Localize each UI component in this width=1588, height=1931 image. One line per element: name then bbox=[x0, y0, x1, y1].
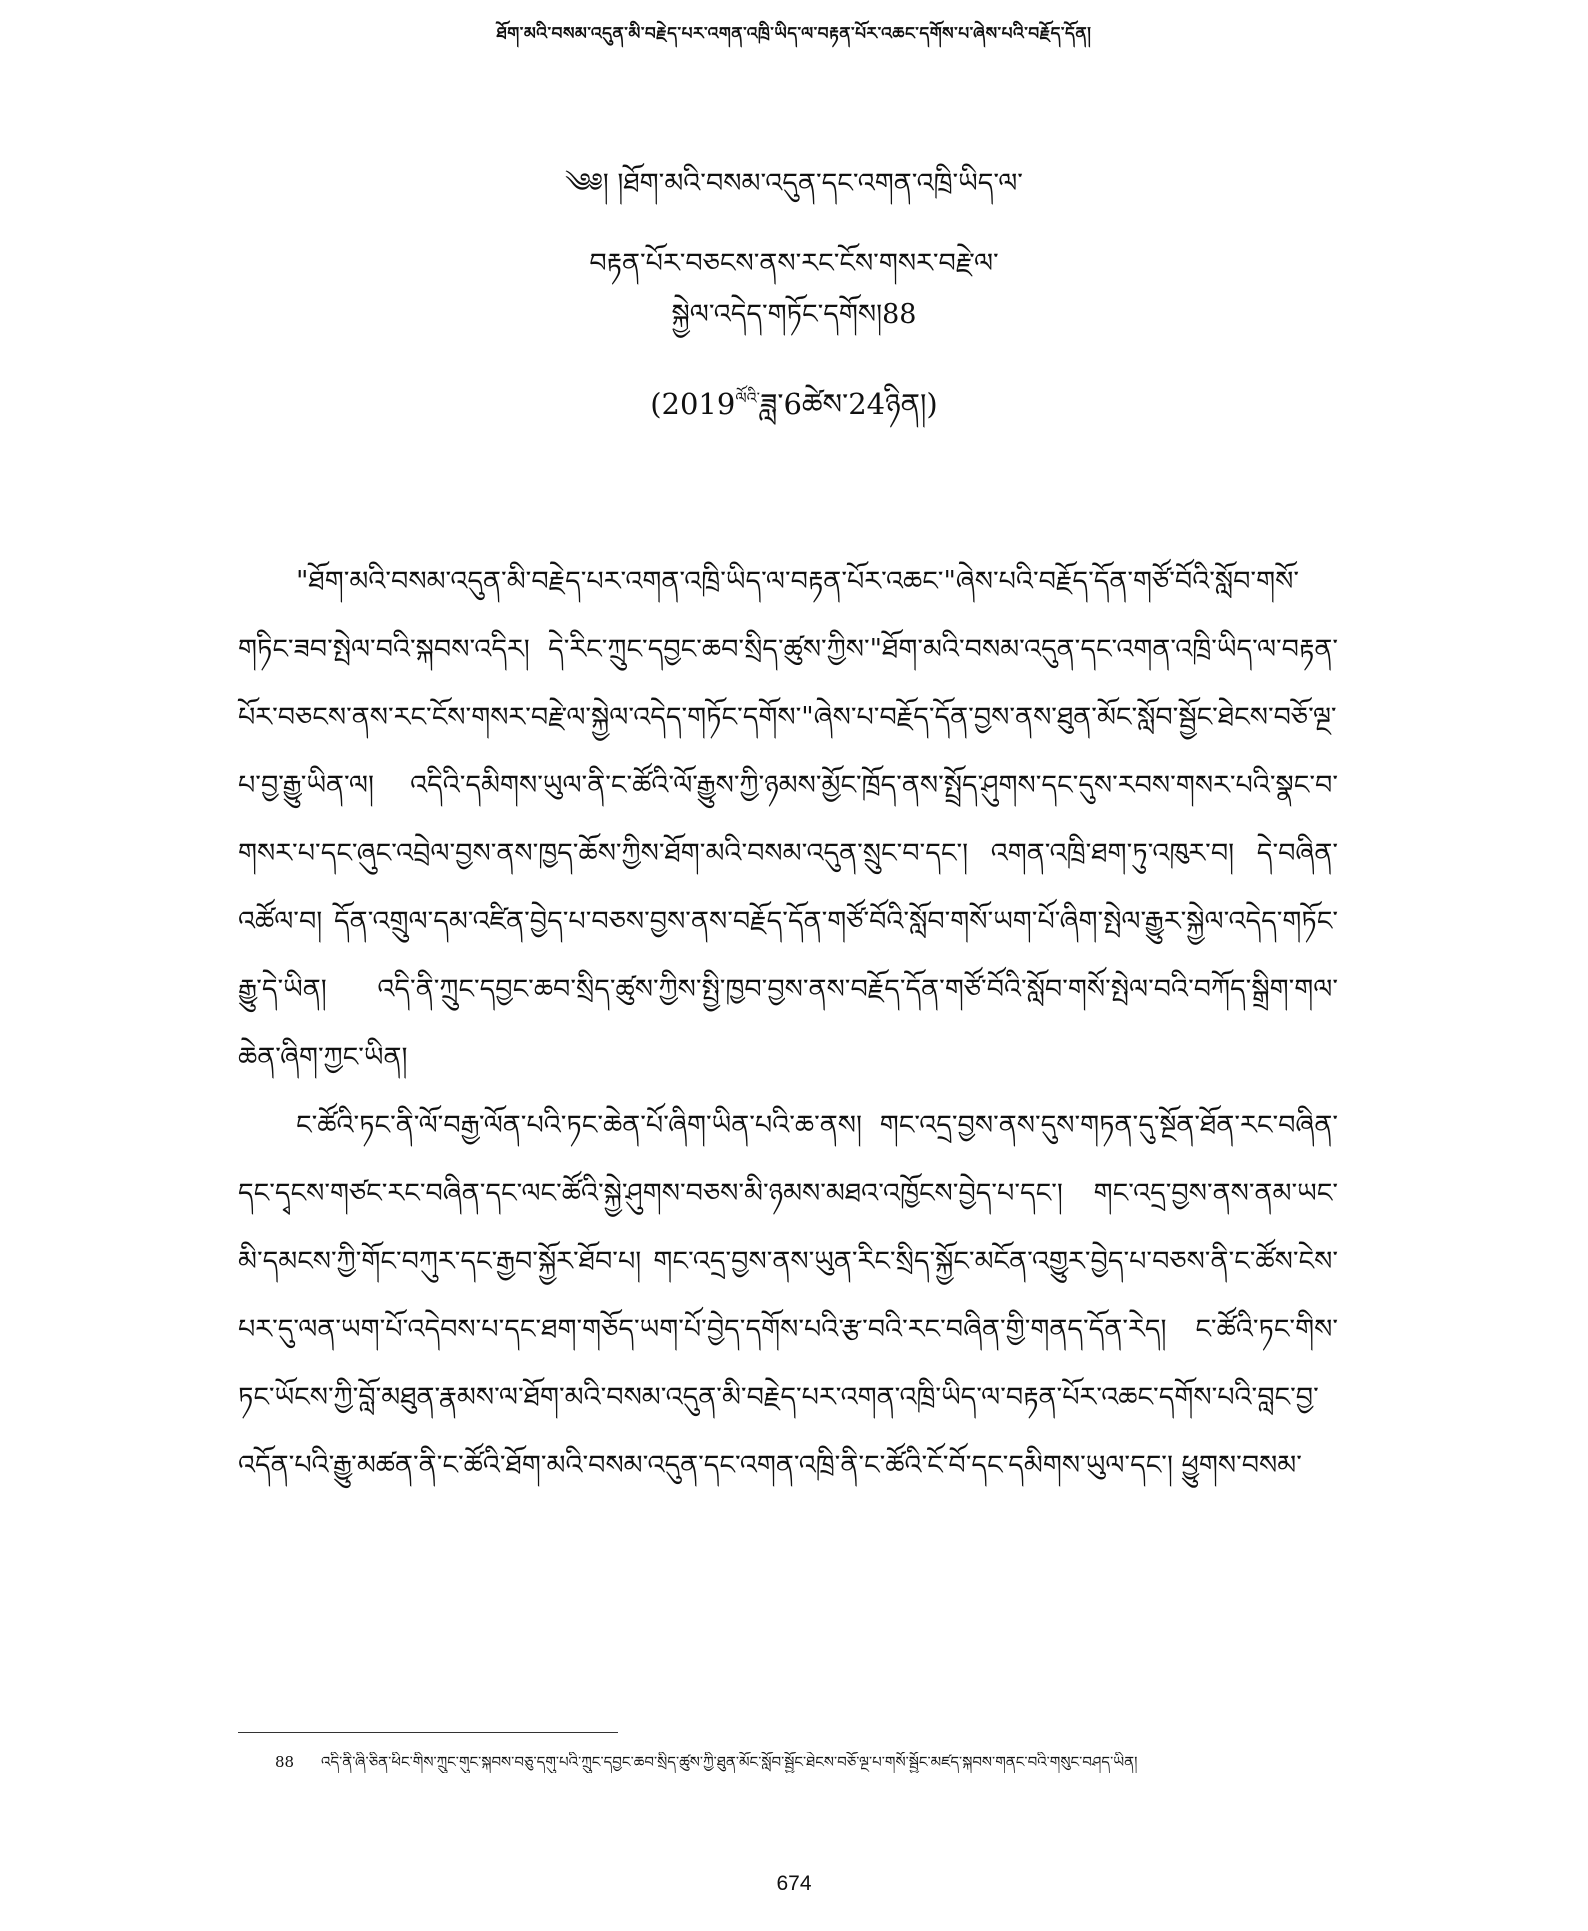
running-header: ཐོག་མའི་བསམ་འདུན་མི་བརྗེད་པར་འགན་འཁྲི་ཡིད་ལ་བརྟན་པོར་འཆང་དགོས་པ་ཞེས་པའི་བརྗོད་དོན། bbox=[496, 24, 1092, 44]
date-month-word: ཟླ་ bbox=[759, 387, 784, 422]
date-open: (2019 bbox=[650, 387, 736, 422]
title-line-1: ༄༅། །ཐོག་མའི་བསམ་འདུན་དང་འགན་འཁྲི་ཡིད་ལ་ bbox=[565, 168, 1023, 199]
footnote bbox=[275, 1752, 1335, 1773]
footnote-number: 88 bbox=[275, 1753, 295, 1771]
paragraph-2: ང་ཚོའི་ཏང་ནི་ལོ་བརྒྱ་ལོན་པའི་ཏང་ཆེན་པོ་ཞིག་ཡིན་པའི་ཆ་ནས། གང་འདྲ་བྱས་ནས་དུས་གཏན་དུ་སྔོན་ཐོན་རང་བཞིན་དང་དྭངས་གཙང་རང་བཞིན་དང་ལང་ཚོའི་སྐྱེ་ཤུགས་བཅས་མི་ཉམས་མཐའ་འཁྱོངས་བྱེད་པ་དང་། གང་འདྲ་བྱས་ནས་ནམ་ཡང་མི་དམངས་ཀྱི་གོང་བཀུར་དང་རྒྱབ་སྐྱོར་ཐོབ་པ། གང་འདྲ་བྱས་ནས་ཡུན་རིང་སྲིད་སྐྱོང་མངོན་འགྱུར་བྱེད་པ་བཅས་ནི་ང་ཚོས་ངེས་པར་དུ་ལན་ཡག་པོ་འདེབས་པ་དང་ཐག་གཅོད་ཡག་པོ་བྱེད་དགོས་པའི་རྩ་བའི་རང་བཞིན་གྱི་གནད་དོན་རེད། ང་ཚོའི་ཏང་གིས་ཏང་ཡོངས་ཀྱི་བློ་མཐུན་རྣམས་ལ་ཐོག་མའི་བསམ་འདུན་མི་བརྗེད་པར་འགན་འཁྲི་ཡིད་ལ་བརྟན་པོར་འཆང་དགོས་པའི་བླང་བྱ་འདོན་པའི་རྒྱུ་མཚན་ནི་ང་ཚོའི་ཐོག་མའི་བསམ་འདུན་དང་འགན་འཁྲི་ནི་ང་ཚོའི་ངོ་བོ་དང་དམིགས་ཡུལ་དང་། ཕྱུགས་བསམ་ bbox=[238, 1110, 1338, 1481]
footnote-ref: 88 bbox=[882, 298, 917, 330]
date-month: 6 bbox=[783, 387, 802, 422]
title-line-3 bbox=[0, 299, 1588, 331]
page-number: 674 bbox=[776, 1872, 812, 1895]
date-year-suffix: ལོའི་ bbox=[735, 388, 760, 408]
footnote-text: འདི་ནི་ཞི་ཅིན་ཕིང་གིས་ཀྲུང་གུང་སྐབས་བཅུ་དགུ་པའི་ཀྲུང་དབྱང་ཆབ་སྲིད་ཚུས་ཀྱི་ཐུན་མོང་སློབ་སྦྱོང་ཐེངས་བཅོ་ལྔ་པ་གསོ་སྦྱོང་མཛད་སྐབས་གནང་བའི་གསུང་བཤད་ཡིན། bbox=[321, 1753, 1138, 1771]
title-line-3-text: སྐྱེལ་འདེད་གཏོང་དགོས། bbox=[671, 298, 883, 330]
footnote-divider bbox=[238, 1732, 618, 1733]
paragraph-1: "ཐོག་མའི་བསམ་འདུན་མི་བརྗེད་པར་འགན་འཁྲི་ཡིད་ལ་བརྟན་པོར་འཆང་"ཞེས་པའི་བརྗོད་དོན་གཙོ་བོའི་སློབ་གསོ་གཏིང་ཟབ་སྤེལ་བའི་སྐབས་འདིར། དེ་རིང་ཀྲུང་དབྱང་ཆབ་སྲིད་ཚུས་ཀྱིས་"ཐོག་མའི་བསམ་འདུན་དང་འགན་འཁྲི་ཡིད་ལ་བརྟན་པོར་བཅངས་ནས་རང་ངོས་གསར་བརྗེ་ལ་སྐྱེལ་འདེད་གཏོང་དགོས་"ཞེས་པ་བརྗོད་དོན་བྱས་ནས་ཐུན་མོང་སློབ་སྦྱོང་ཐེངས་བཅོ་ལྔ་པ་བྱ་རྒྱུ་ཡིན་ལ། འདིའི་དམིགས་ཡུལ་ནི་ང་ཚོའི་ལོ་རྒྱུས་ཀྱི་ཉམས་མྱོང་ཁྲོད་ནས་སྤྲོད་ཤུགས་དང་དུས་རབས་གསར་པའི་སྣང་བ་གསར་པ་དང་ཞུང་འབྲེལ་བྱས་ནས་ཁྱད་ཆོས་ཀྱིས་ཐོག་མའི་བསམ་འདུན་སྲུང་བ་དང་། འགན་འཁྲི་ཐག་ཏུ་འཁུར་བ། དེ་བཞིན་འཚོལ་བ། དོན་འགྲུལ་དམ་འཛིན་བྱེད་པ་བཅས་བྱས་ནས་བརྗོད་དོན་གཙོ་བོའི་སློབ་གསོ་ཡག་པོ་ཞིག་སྤེལ་རྒྱུར་སྐྱེལ་འདེད་གཏོང་རྒྱུ་དེ་ཡིན། འདི་ནི་ཀྲུང་དབྱང་ཆབ་སྲིད་ཚུས་ཀྱིས་སྤྱི་ཁྱབ་བྱས་ནས་བརྗོད་དོན་གཙོ་བོའི་སློབ་གསོ་སྤེལ་བའི་བཀོད་སྒྲིག་གལ་ཆེན་ཞིག་ཀྱང་ཡིན། bbox=[238, 566, 1338, 1073]
title-line-2: བརྟན་པོར་བཅངས་ནས་རང་ངོས་གསར་བརྗེ་ལ་ bbox=[589, 248, 999, 280]
date-close: ཉིན།) bbox=[885, 387, 938, 422]
date-day: 24 bbox=[848, 387, 886, 422]
title-block bbox=[0, 160, 1588, 422]
date-day-word: ཚེས་ bbox=[801, 387, 849, 422]
body-text bbox=[238, 548, 1338, 1500]
date-line bbox=[0, 387, 1588, 422]
